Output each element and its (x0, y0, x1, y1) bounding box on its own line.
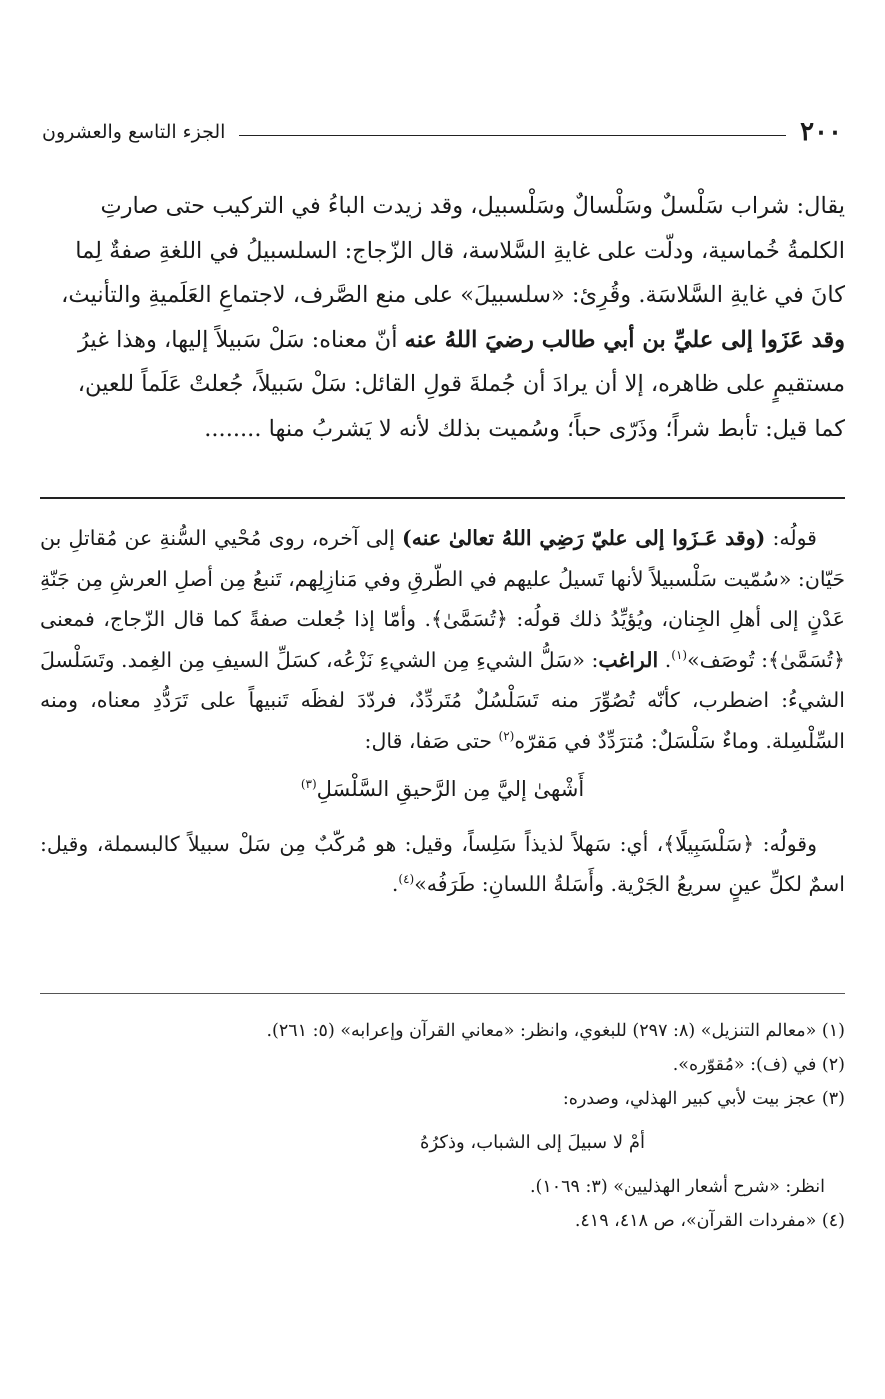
verse-line (40, 769, 845, 810)
footnote-marker: (١) (671, 647, 688, 662)
bold-author: الراغب (598, 647, 659, 672)
commentary (40, 518, 845, 905)
footnote: (١) «معالم التنزيل» (٨: ٢٩٧) للبغوي، وانظر: «معاني القرآن وإعرابه» (٥: ٢٦١). (266, 1021, 845, 1041)
footnote: (٣) عجز بيت لأبي كبير الهذلي، وصدره: (562, 1089, 845, 1109)
commentary-text: . (658, 647, 672, 672)
footnote-marker: (٢) (498, 728, 515, 743)
main-text (40, 184, 845, 451)
running-head: الجزء التاسع والعشرون (42, 121, 226, 143)
section-separator (40, 497, 845, 499)
footnote-marker: (٤) (398, 872, 415, 887)
main-text-line: مستقيمٍ على ظاهره، إلا أن يرادَ أن جُملةَ قولِ القائل: سَلْ سَبيلاً، جُعلتْ عَلَماً للعين، (77, 371, 845, 397)
commentary-text: : «سَلُّ الشيءِ مِن الشيءِ نَزْعُه، كسَلِّ السيفِ مِن الغِمد. وتَسَلْسلَ الشيءُ: اضطرب، كأنّه تُصُوِّرَ منه تَسَلْسُلٌ مُتَردِّدٌ، فردّدَ لفظَه تَنبيهاً على تَرَدُّدِ معناه، ومنه السِّلْسِلة. وماءٌ سَلْسَلٌ: مُترَدِّدٌ في مَقرّه (40, 647, 845, 753)
main-text-line: كما قيل: تأبط شراً؛ وذَرّى حباً؛ وسُميت بذلك لأنه لا يَشربُ منها ........ (204, 415, 845, 442)
footnote-rule (40, 993, 845, 994)
footnote-reference: انظر: «شرح أشعار الهذليين» (٣: ١٠٦٩). (529, 1177, 825, 1197)
header-rule (239, 135, 786, 136)
commentary-label: قولُه: (765, 526, 817, 550)
footnotes (40, 1014, 845, 1238)
main-text-line: الكلمةُ خُماسية، ودلّت على غايةِ السَّلاسة، قال الزّجاج: السلسبيلُ في اللغةِ صفةٌ لِما (75, 237, 845, 264)
page-header (42, 114, 842, 150)
commentary-text: حتى صَفا، قال: (364, 728, 499, 753)
bold-phrase: وقد عَزَوا إلى عليِّ بن أبي طالب رضيَ اللهُ عنه (404, 326, 845, 353)
commentary-text: . (391, 872, 399, 896)
commentary-paragraph (40, 824, 845, 905)
main-text-line (40, 318, 845, 363)
bold-quote: (وقد عَـزَوا إلى عليّ رَضِي اللهُ تعالىٰ عنه) (402, 526, 766, 550)
footnote: (٤) «مفردات القرآن»، ص ٤١٨، ٤١٩. (574, 1211, 845, 1231)
commentary-text: إلى آخره، روى مُحْيي السُّنةِ عن مُقاتلِ بن حَيّان: «سُمّيت سَلْسبيلاً لأنها تَسيلُ عليهم في الطّرقِ وفي مَنازِلِهم، تَنبعُ مِن أصلِ العرشِ مِن جَنّةِ عَدْنٍ إلى أهلِ الجِنان، ويُؤيِّدُ ذلك قولُه: ﴿تُسَمَّىٰ﴾. وأمّا إذا جُعلت صفةً كما قال الزّجاج، فمعنى ﴿تُسَمَّىٰ﴾: تُوصَف» (40, 526, 845, 672)
main-text-line: يقال: شراب سَلْسلٌ وسَلْسالٌ وسَلْسبيل، وقد زيدت الباءُ في التركيب حتى صارتِ (100, 193, 845, 219)
footnote-verse: أمْ لا سبيلَ إلى الشباب، وذكرُهُ (420, 1132, 645, 1153)
main-text-span: أنّ معناه: سَلْ سَبيلاً إليها، وهذا غيرُ (77, 326, 405, 353)
commentary-text: وقولُه: ﴿سَلْسَبِيلًا﴾، أي: سَهلاً لذيذاً سَلِساً، وقيل: هو مُركّبٌ مِن سَلْ سبيلاً كالبسملة، وقيل: اسمٌ لكلِّ عينٍ سريعُ الجَرْية. وأَسَلةُ اللسانِ: طَرَفُه» (40, 831, 845, 896)
main-text-line: كانَ في غايةِ السَّلاسَة. وقُرِئ: «سلسبيلَ» على منع الصَّرف، لاجتماعِ العَلَميةِ والتأنيث، (61, 282, 845, 308)
commentary-paragraph (40, 518, 845, 761)
footnote: (٢) في (ف): «مُقوّره». (672, 1055, 845, 1075)
verse-text: أَشْهىٰ إليَّ مِن الرَّحيقِ السَّلْسَلِ (316, 777, 585, 801)
page-number: ٢٠٠ (800, 117, 842, 147)
footnote-marker: (٣) (300, 777, 317, 791)
